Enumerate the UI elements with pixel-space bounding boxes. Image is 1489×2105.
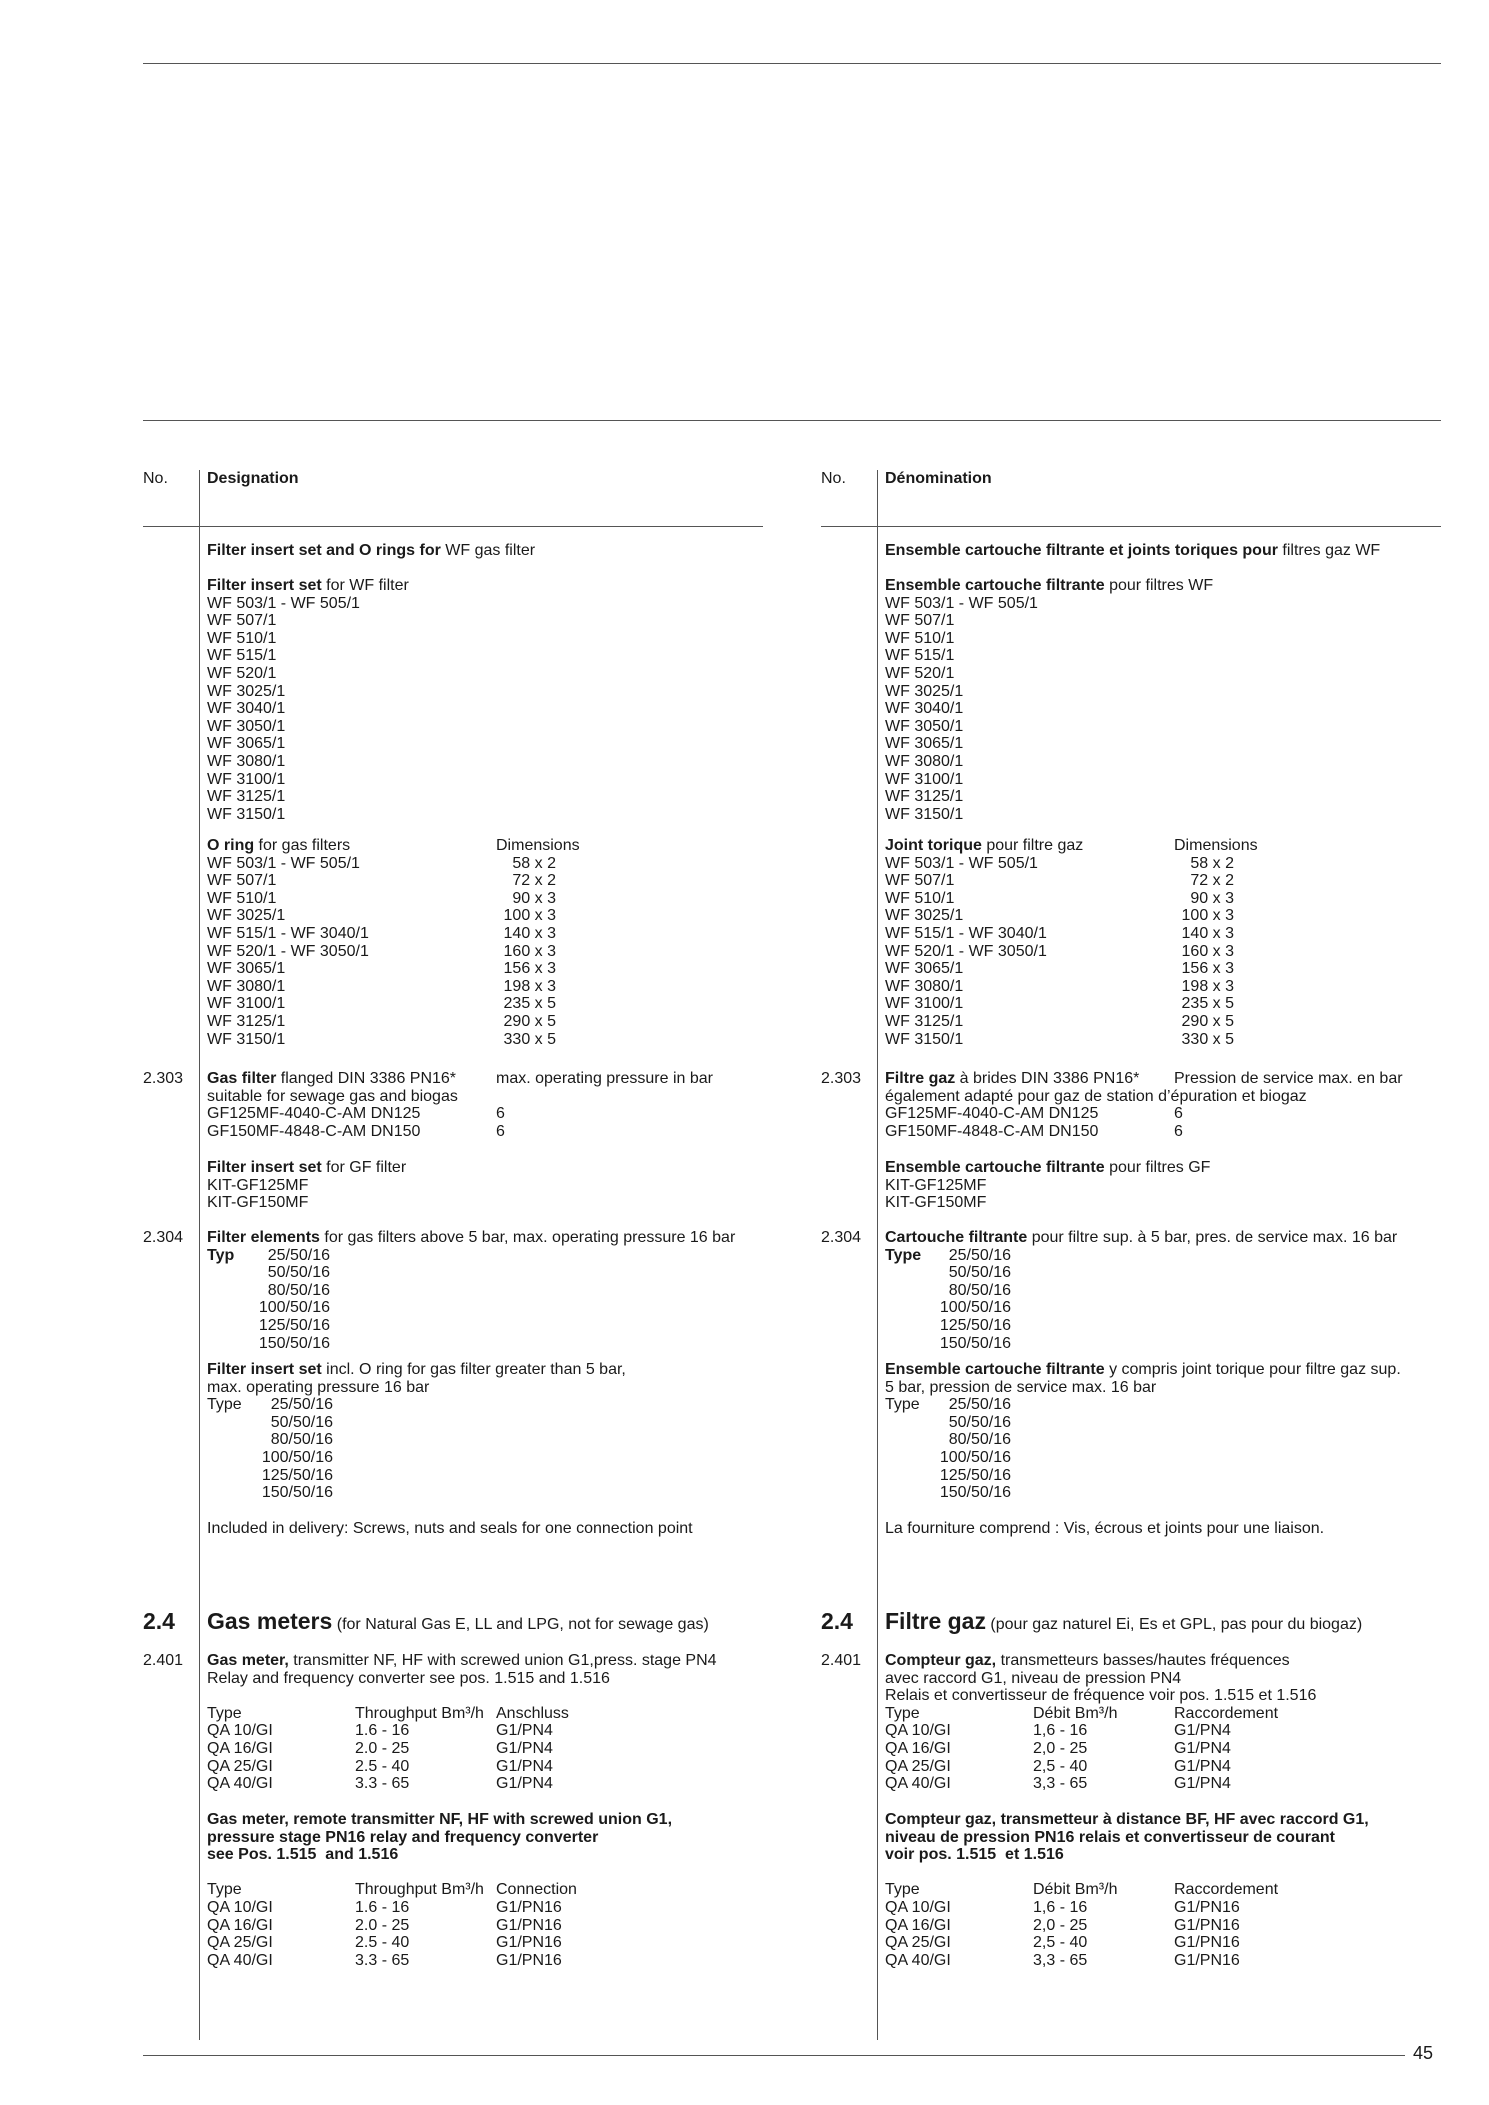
en-header-rule — [143, 526, 763, 527]
en-fis-types — [243, 1396, 333, 1502]
fr-pos-2304: 2.304 — [821, 1229, 862, 1246]
fr-s0-title: Ensemble cartouche filtrante et joints toriques pour filtres gaz WF — [885, 542, 1381, 559]
list-item: WF 3100/1 — [885, 770, 964, 788]
list-item: KIT-GF125MF — [885, 1176, 987, 1194]
table-cell: 58 x 2 — [512, 854, 556, 872]
table-cell: G1/PN16 — [496, 1899, 562, 1916]
table-cell: 6 — [1174, 1105, 1183, 1123]
table-cell: WF 515/1 - WF 3040/1 — [885, 924, 1047, 942]
list-item: WF 510/1 — [207, 629, 277, 647]
fr-gf-pressure-label: Pression de service max. en bar — [1174, 1070, 1403, 1087]
table-header: Type — [207, 1881, 242, 1899]
list-item: WF 3125/1 — [885, 788, 964, 806]
table-cell: 90 x 3 — [1190, 889, 1234, 907]
table-cell: 140 x 3 — [503, 924, 556, 942]
list-item: WF 520/1 — [207, 664, 277, 682]
table-cell: 6 — [496, 1122, 505, 1140]
table-cell: 3,3 - 65 — [1033, 1775, 1088, 1793]
fr-gf-title: Filtre gaz à brides DIN 3386 PN16* — [885, 1070, 1140, 1087]
table-header: Connection — [496, 1881, 577, 1899]
table-cell: G1/PN16 — [496, 1934, 562, 1952]
list-item: 50/50/16 — [267, 1264, 330, 1282]
list-item: 100/50/16 — [261, 1448, 333, 1466]
list-item: 150/50/16 — [939, 1484, 1011, 1502]
list-item: KIT-GF150MF — [207, 1194, 309, 1212]
table-cell: WF 510/1 — [207, 889, 277, 907]
table-cell: GF150MF-4848-C-AM DN150 — [885, 1122, 1099, 1140]
list-item: 25/50/16 — [948, 1396, 1011, 1414]
fr-gm-line2: avec raccord G1, niveau de pression PN4 — [885, 1669, 1182, 1687]
fr-section-24-title: Filtre gaz (pour gaz naturel Ei, Es et GPL, pas pour du biogaz) — [885, 1608, 1363, 1634]
table-header: Throughput Bm³/h — [355, 1881, 484, 1899]
fr-pos-2401: 2.401 — [821, 1652, 862, 1669]
fr-oring-dims — [1174, 855, 1234, 1049]
table-cell: G1/PN4 — [496, 1757, 553, 1775]
list-item: 80/50/16 — [948, 1431, 1011, 1449]
table-cell: GF150MF-4848-C-AM DN150 — [207, 1122, 421, 1140]
table-cell: G1/PN4 — [1174, 1757, 1231, 1775]
list-item: 150/50/16 — [258, 1334, 330, 1352]
list-item: 100/50/16 — [939, 1299, 1011, 1317]
en-wf-list — [207, 595, 360, 824]
table-cell: 1,6 - 16 — [1033, 1722, 1088, 1740]
table-cell: QA 16/GI — [885, 1740, 951, 1757]
table-cell: 156 x 3 — [1181, 960, 1234, 978]
list-item: WF 507/1 — [207, 612, 277, 630]
table-cell: WF 3100/1 — [207, 995, 286, 1013]
list-item: WF 515/1 — [207, 647, 277, 665]
table-cell: WF 3125/1 — [207, 1012, 286, 1030]
table-cell: 235 x 5 — [1181, 995, 1234, 1013]
table-cell: G1/PN16 — [496, 1951, 562, 1969]
table-cell: 3,3 - 65 — [1033, 1951, 1088, 1969]
table-cell: G1/PN16 — [1174, 1916, 1240, 1934]
table-cell: 2,5 - 40 — [1033, 1757, 1088, 1775]
table-cell: QA 25/GI — [207, 1757, 273, 1775]
table-cell: G1/PN16 — [496, 1916, 562, 1934]
list-item: 125/50/16 — [939, 1466, 1011, 1484]
en-oring-dims — [496, 855, 556, 1049]
list-item: WF 3150/1 — [207, 805, 286, 823]
en-pos-2303: 2.303 — [143, 1070, 184, 1087]
list-item: WF 3025/1 — [885, 682, 964, 700]
en-s1-title: Filter insert set for WF filter — [207, 577, 409, 594]
table-cell: 2.0 - 25 — [355, 1740, 410, 1757]
table-cell: WF 507/1 — [885, 872, 955, 890]
table-cell: QA 10/GI — [207, 1899, 273, 1916]
table-header: Type — [207, 1704, 242, 1722]
list-item: 100/50/16 — [939, 1448, 1011, 1466]
table-cell: QA 40/GI — [885, 1951, 951, 1969]
table-cell: 235 x 5 — [503, 995, 556, 1013]
fr-oring-title: Joint torique pour filtre gaz — [885, 837, 1084, 854]
list-item: 125/50/16 — [258, 1316, 330, 1334]
list-item: 100/50/16 — [258, 1299, 330, 1317]
en-oring-types — [207, 855, 369, 1049]
fr-oring-types — [885, 855, 1047, 1049]
table-cell: WF 503/1 - WF 505/1 — [885, 854, 1038, 872]
table-header: Throughput Bm³/h — [355, 1704, 484, 1722]
table-cell: 58 x 2 — [1190, 854, 1234, 872]
en-header-designation: Designation — [207, 470, 299, 487]
en-pos-2401: 2.401 — [143, 1652, 184, 1669]
en-gm-title: Gas meter, transmitter NF, HF with screwed union G1,press. stage PN4 — [207, 1652, 717, 1669]
table-cell: WF 3150/1 — [885, 1030, 964, 1048]
list-item: WF 3065/1 — [207, 735, 286, 753]
table-cell: 2.5 - 40 — [355, 1757, 410, 1775]
en-gm2-line: see Pos. 1.515 and 1.516 — [207, 1846, 399, 1864]
table-cell: QA 10/GI — [885, 1722, 951, 1740]
en-gf-title: Gas filter flanged DIN 3386 PN16* — [207, 1070, 457, 1087]
table-cell: G1/PN4 — [496, 1740, 553, 1757]
list-item: WF 3040/1 — [207, 700, 286, 718]
table-cell: WF 3025/1 — [207, 907, 286, 925]
fr-fe-types — [921, 1247, 1011, 1353]
list-item: 25/50/16 — [270, 1396, 333, 1414]
fr-pos-2303: 2.303 — [821, 1070, 862, 1087]
fr-header-rule — [821, 526, 1441, 527]
en-gf-pressure-label: max. operating pressure in bar — [496, 1070, 713, 1087]
en-fe-title: Filter elements for gas filters above 5 bar, max. operating pressure 16 bar — [207, 1229, 736, 1246]
list-item: WF 510/1 — [885, 629, 955, 647]
table-cell: 100 x 3 — [1181, 907, 1234, 925]
table-header: Débit Bm³/h — [1033, 1881, 1118, 1899]
list-item: WF 515/1 — [885, 647, 955, 665]
list-item: WF 3080/1 — [885, 752, 964, 770]
table-cell: 100 x 3 — [503, 907, 556, 925]
table-cell: QA 25/GI — [885, 1757, 951, 1775]
table-cell: G1/PN4 — [1174, 1722, 1231, 1740]
table-cell: WF 520/1 - WF 3050/1 — [885, 942, 1047, 960]
list-item: 50/50/16 — [948, 1264, 1011, 1282]
table-cell: 2.0 - 25 — [355, 1916, 410, 1934]
fr-wf-list — [885, 595, 1038, 824]
fr-dimensions-label: Dimensions — [1174, 837, 1258, 854]
table-cell: 290 x 5 — [503, 1012, 556, 1030]
table-cell: GF125MF-4040-C-AM DN125 — [207, 1105, 421, 1123]
list-item: 150/50/16 — [939, 1334, 1011, 1352]
fr-gm2-line: voir pos. 1.515 et 1.516 — [885, 1846, 1064, 1864]
fr-fis-line2: 5 bar, pression de service max. 16 bar — [885, 1378, 1157, 1396]
table-cell: GF125MF-4040-C-AM DN125 — [885, 1105, 1099, 1123]
table-cell: G1/PN16 — [1174, 1899, 1240, 1916]
list-item: 80/50/16 — [948, 1281, 1011, 1299]
fr-pos-24: 2.4 — [821, 1608, 853, 1634]
table-cell: WF 3065/1 — [885, 960, 964, 978]
table-cell: 1,6 - 16 — [1033, 1899, 1088, 1916]
en-dimensions-label: Dimensions — [496, 837, 580, 854]
list-item: WF 3065/1 — [885, 735, 964, 753]
list-item: WF 3080/1 — [207, 752, 286, 770]
list-item: 80/50/16 — [267, 1281, 330, 1299]
table-header: Type — [885, 1704, 920, 1722]
bottom-rule — [143, 2055, 1405, 2056]
list-item: WF 503/1 - WF 505/1 — [885, 594, 1038, 612]
table-cell: 3.3 - 65 — [355, 1775, 410, 1793]
fr-gm-title: Compteur gaz, transmetteurs basses/hautes fréquences — [885, 1652, 1290, 1669]
en-pos-24: 2.4 — [143, 1608, 175, 1634]
table-cell: 3.3 - 65 — [355, 1951, 410, 1969]
list-item: 125/50/16 — [939, 1316, 1011, 1334]
table-cell: 2,0 - 25 — [1033, 1740, 1088, 1757]
table-cell: G1/PN16 — [1174, 1951, 1240, 1969]
fr-column-divider — [877, 470, 878, 2040]
en-gm2-line: Gas meter, remote transmitter NF, HF with screwed union G1, — [207, 1811, 673, 1828]
table-cell: QA 25/GI — [885, 1934, 951, 1952]
fr-header-no: No. — [821, 470, 846, 487]
fr-gfi-title: Ensemble cartouche filtrante pour filtres GF — [885, 1159, 1211, 1176]
table-cell: 156 x 3 — [503, 960, 556, 978]
list-item: WF 520/1 — [885, 664, 955, 682]
table-cell: QA 16/GI — [885, 1916, 951, 1934]
table-cell: QA 16/GI — [207, 1740, 273, 1757]
table-cell: 330 x 5 — [1181, 1030, 1234, 1048]
table-cell: WF 3025/1 — [885, 907, 964, 925]
fr-gf-line2: également adapté pour gaz de station d’épuration et biogaz — [885, 1087, 1307, 1105]
fr-fis-types — [921, 1396, 1011, 1502]
list-item: WF 3125/1 — [207, 788, 286, 806]
table-cell: G1/PN4 — [1174, 1775, 1231, 1793]
table-cell: 1.6 - 16 — [355, 1899, 410, 1916]
table-cell: WF 503/1 - WF 505/1 — [207, 854, 360, 872]
table-header: Raccordement — [1174, 1704, 1279, 1722]
list-item: WF 3040/1 — [885, 700, 964, 718]
table-cell: G1/PN4 — [1174, 1740, 1231, 1757]
table-cell: 2.5 - 40 — [355, 1934, 410, 1952]
table-cell: QA 10/GI — [885, 1899, 951, 1916]
table-cell: 6 — [496, 1105, 505, 1123]
en-header-no: No. — [143, 470, 168, 487]
table-cell: G1/PN4 — [496, 1775, 553, 1793]
list-item: KIT-GF150MF — [885, 1194, 987, 1212]
list-item: 80/50/16 — [270, 1431, 333, 1449]
fr-fis-title: Ensemble cartouche filtrante y compris joint torique pour filtre gaz sup. — [885, 1361, 1401, 1378]
list-item: WF 3150/1 — [885, 805, 964, 823]
list-item: WF 507/1 — [885, 612, 955, 630]
table-cell: 198 x 3 — [503, 977, 556, 995]
table-cell: WF 3065/1 — [207, 960, 286, 978]
list-item: 150/50/16 — [261, 1484, 333, 1502]
en-fe-typ: Typ — [207, 1246, 235, 1264]
list-item: WF 3025/1 — [207, 682, 286, 700]
table-cell: 2,5 - 40 — [1033, 1934, 1088, 1952]
table-cell: 72 x 2 — [512, 872, 556, 890]
list-item: WF 3050/1 — [207, 717, 286, 735]
en-gm2-line: pressure stage PN16 relay and frequency converter — [207, 1828, 599, 1846]
page-number: 45 — [1413, 2043, 1434, 2063]
table-cell: 198 x 3 — [1181, 977, 1234, 995]
table-cell: 90 x 3 — [512, 889, 556, 907]
table-cell: 72 x 2 — [1190, 872, 1234, 890]
en-fis-title: Filter insert set incl. O ring for gas filter greater than 5 bar, — [207, 1361, 626, 1378]
table-cell: QA 16/GI — [207, 1916, 273, 1934]
en-column-divider — [199, 470, 200, 2040]
table-cell: QA 10/GI — [207, 1722, 273, 1740]
table-cell: WF 3080/1 — [207, 977, 286, 995]
fr-gm-line3: Relais et convertisseur de fréquence voir pos. 1.515 et 1.516 — [885, 1687, 1317, 1705]
list-item: 125/50/16 — [261, 1466, 333, 1484]
list-item: 25/50/16 — [948, 1246, 1011, 1264]
fr-fe-typ: Type — [885, 1246, 922, 1264]
fr-fis-type: Type — [885, 1396, 920, 1414]
en-fe-types — [240, 1247, 330, 1353]
en-gm-line2: Relay and frequency converter see pos. 1.515 and 1.516 — [207, 1669, 610, 1687]
table-cell: 330 x 5 — [503, 1030, 556, 1048]
list-item: KIT-GF125MF — [207, 1176, 309, 1194]
table-cell: WF 510/1 — [885, 889, 955, 907]
table-cell: 140 x 3 — [1181, 924, 1234, 942]
table-cell: QA 40/GI — [885, 1775, 951, 1793]
en-oring-title: O ring for gas filters — [207, 837, 351, 854]
list-item: 25/50/16 — [267, 1246, 330, 1264]
table-header: Débit Bm³/h — [1033, 1704, 1118, 1722]
table-cell: QA 40/GI — [207, 1775, 273, 1793]
fr-gm2-line: Compteur gaz, transmetteur à distance BF, HF avec raccord G1, — [885, 1811, 1369, 1828]
list-item: 50/50/16 — [948, 1413, 1011, 1431]
table-header: Type — [885, 1881, 920, 1899]
table-top-rule — [143, 420, 1441, 421]
top-rule — [143, 63, 1441, 64]
table-header: Raccordement — [1174, 1881, 1279, 1899]
table-header: Anschluss — [496, 1704, 569, 1722]
table-cell: WF 3150/1 — [207, 1030, 286, 1048]
table-cell: WF 507/1 — [207, 872, 277, 890]
fr-s1-title: Ensemble cartouche filtrante pour filtres WF — [885, 577, 1214, 594]
list-item: WF 3050/1 — [885, 717, 964, 735]
table-cell: 160 x 3 — [1181, 942, 1234, 960]
en-included: Included in delivery: Screws, nuts and seals for one connection point — [207, 1520, 693, 1537]
table-cell: 6 — [1174, 1122, 1183, 1140]
en-fis-type: Type — [207, 1396, 242, 1414]
fr-gm2-line: niveau de pression PN16 relais et convertisseur de courant — [885, 1828, 1335, 1846]
table-cell: G1/PN16 — [1174, 1934, 1240, 1952]
table-cell: 2,0 - 25 — [1033, 1916, 1088, 1934]
fr-fe-title: Cartouche filtrante pour filtre sup. à 5 bar, pres. de service max. 16 bar — [885, 1229, 1398, 1246]
table-cell: 1.6 - 16 — [355, 1722, 410, 1740]
table-cell: 290 x 5 — [1181, 1012, 1234, 1030]
table-cell: WF 3125/1 — [885, 1012, 964, 1030]
table-cell: WF 3080/1 — [885, 977, 964, 995]
list-item: WF 3100/1 — [207, 770, 286, 788]
table-cell: WF 3100/1 — [885, 995, 964, 1013]
en-fis-line2: max. operating pressure 16 bar — [207, 1378, 430, 1396]
list-item: 50/50/16 — [270, 1413, 333, 1431]
table-cell: WF 515/1 - WF 3040/1 — [207, 924, 369, 942]
table-cell: QA 25/GI — [207, 1934, 273, 1952]
en-gf-line2: suitable for sewage gas and biogas — [207, 1087, 458, 1105]
en-section-24-title: Gas meters (for Natural Gas E, LL and LPG, not for sewage gas) — [207, 1608, 709, 1634]
en-pos-2304: 2.304 — [143, 1229, 184, 1246]
en-s0-title: Filter insert set and O rings for WF gas filter — [207, 542, 536, 559]
table-cell: 160 x 3 — [503, 942, 556, 960]
fr-included: La fourniture comprend : Vis, écrous et joints pour une liaison. — [885, 1520, 1325, 1537]
table-cell: G1/PN4 — [496, 1722, 553, 1740]
list-item: WF 503/1 - WF 505/1 — [207, 594, 360, 612]
en-gfi-title: Filter insert set for GF filter — [207, 1159, 407, 1176]
table-cell: QA 40/GI — [207, 1951, 273, 1969]
table-cell: WF 520/1 - WF 3050/1 — [207, 942, 369, 960]
fr-header-designation: Dénomination — [885, 470, 992, 487]
